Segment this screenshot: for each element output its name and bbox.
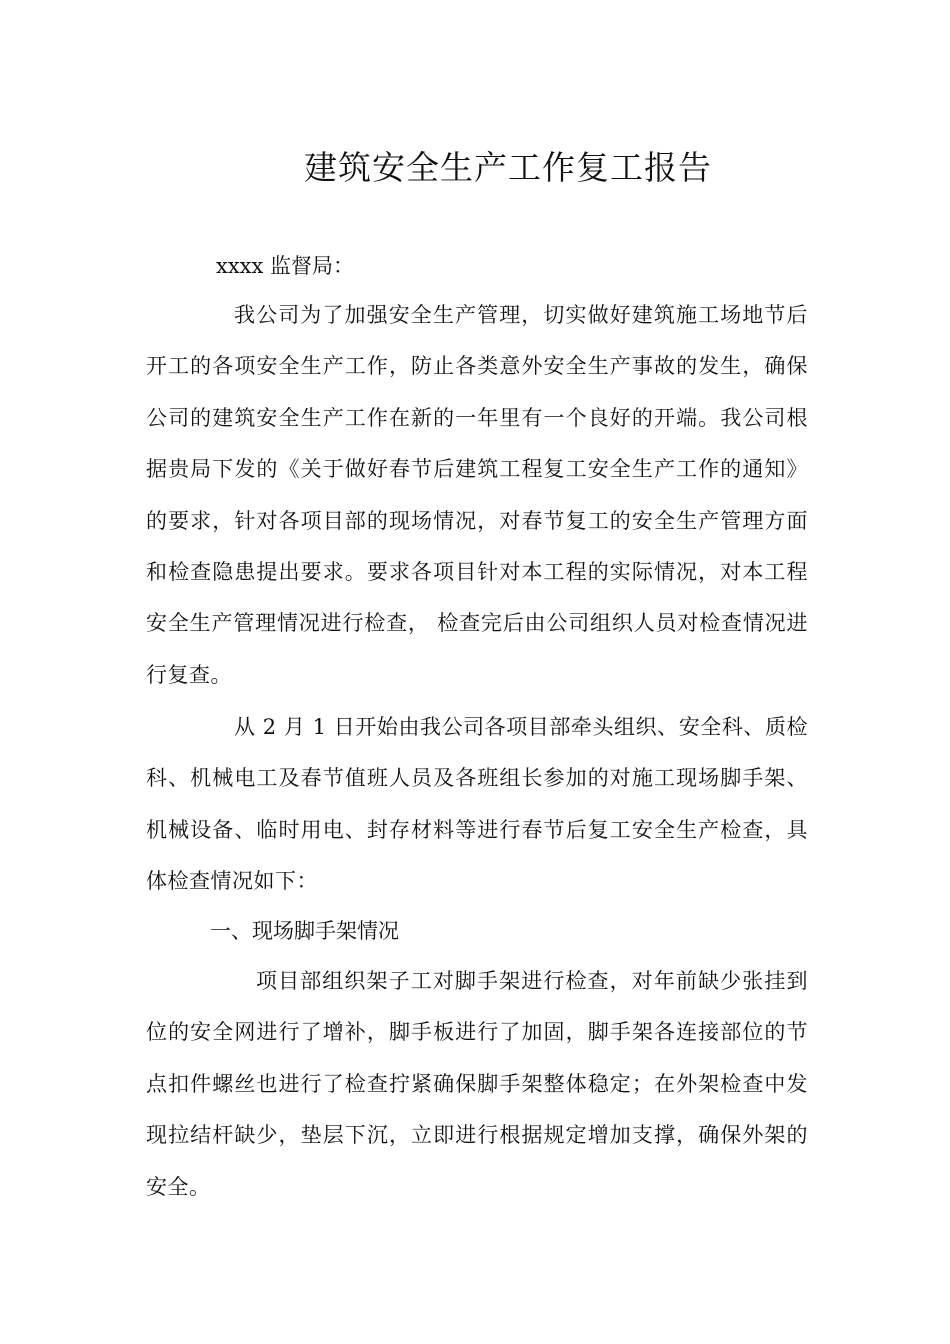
document-title: 建筑安全生产工作复工报告 [304, 148, 712, 188]
paragraph-inspection-scope: 从 2 月 1 日开始由我公司各项目部牵头组织、安全科、质检科、机械电工及春节值班人员及各班组长参加的对施工现场脚手架、机械设备、临时用电、封存材料等进行春节后复工安全生产检查，具体检查情况如下： [146, 715, 808, 894]
paragraph-scaffolding: 项目部组织架子工对脚手架进行检查，对年前缺少张挂到位的安全网进行了增补，脚手板进行了加固，脚手架各连接部位的节点扣件螺丝也进行了检查拧紧确保脚手架整体稳定；在外架检查中发现拉结杆缺少，垫层下沉，立即进行根据规定增加支撑，确保外架的安全。 [146, 969, 808, 1199]
paragraph-intro: 我公司为了加强安全生产管理，切实做好建筑施工场地节后开工的各项安全生产工作，防止各类意外安全生产事故的发生，确保公司的建筑安全生产工作在新的一年里有一个良好的开端。我公司根据贵局下发的《关于做好春节后建筑工程复工安全生产工作的通知》的要求，针对各项目部的现场情况，对春节复工的安全生产管理方面和检查隐患提出要求。要求各项目针对本工程的实际情况，对本工程安全生产管理情况进行检查， 检查完后由公司组织人员对检查情况进行复查。 [146, 303, 808, 687]
section-heading-scaffolding: 一、现场脚手架情况 [210, 919, 399, 943]
salutation: xxxx 监督局： [216, 254, 355, 278]
